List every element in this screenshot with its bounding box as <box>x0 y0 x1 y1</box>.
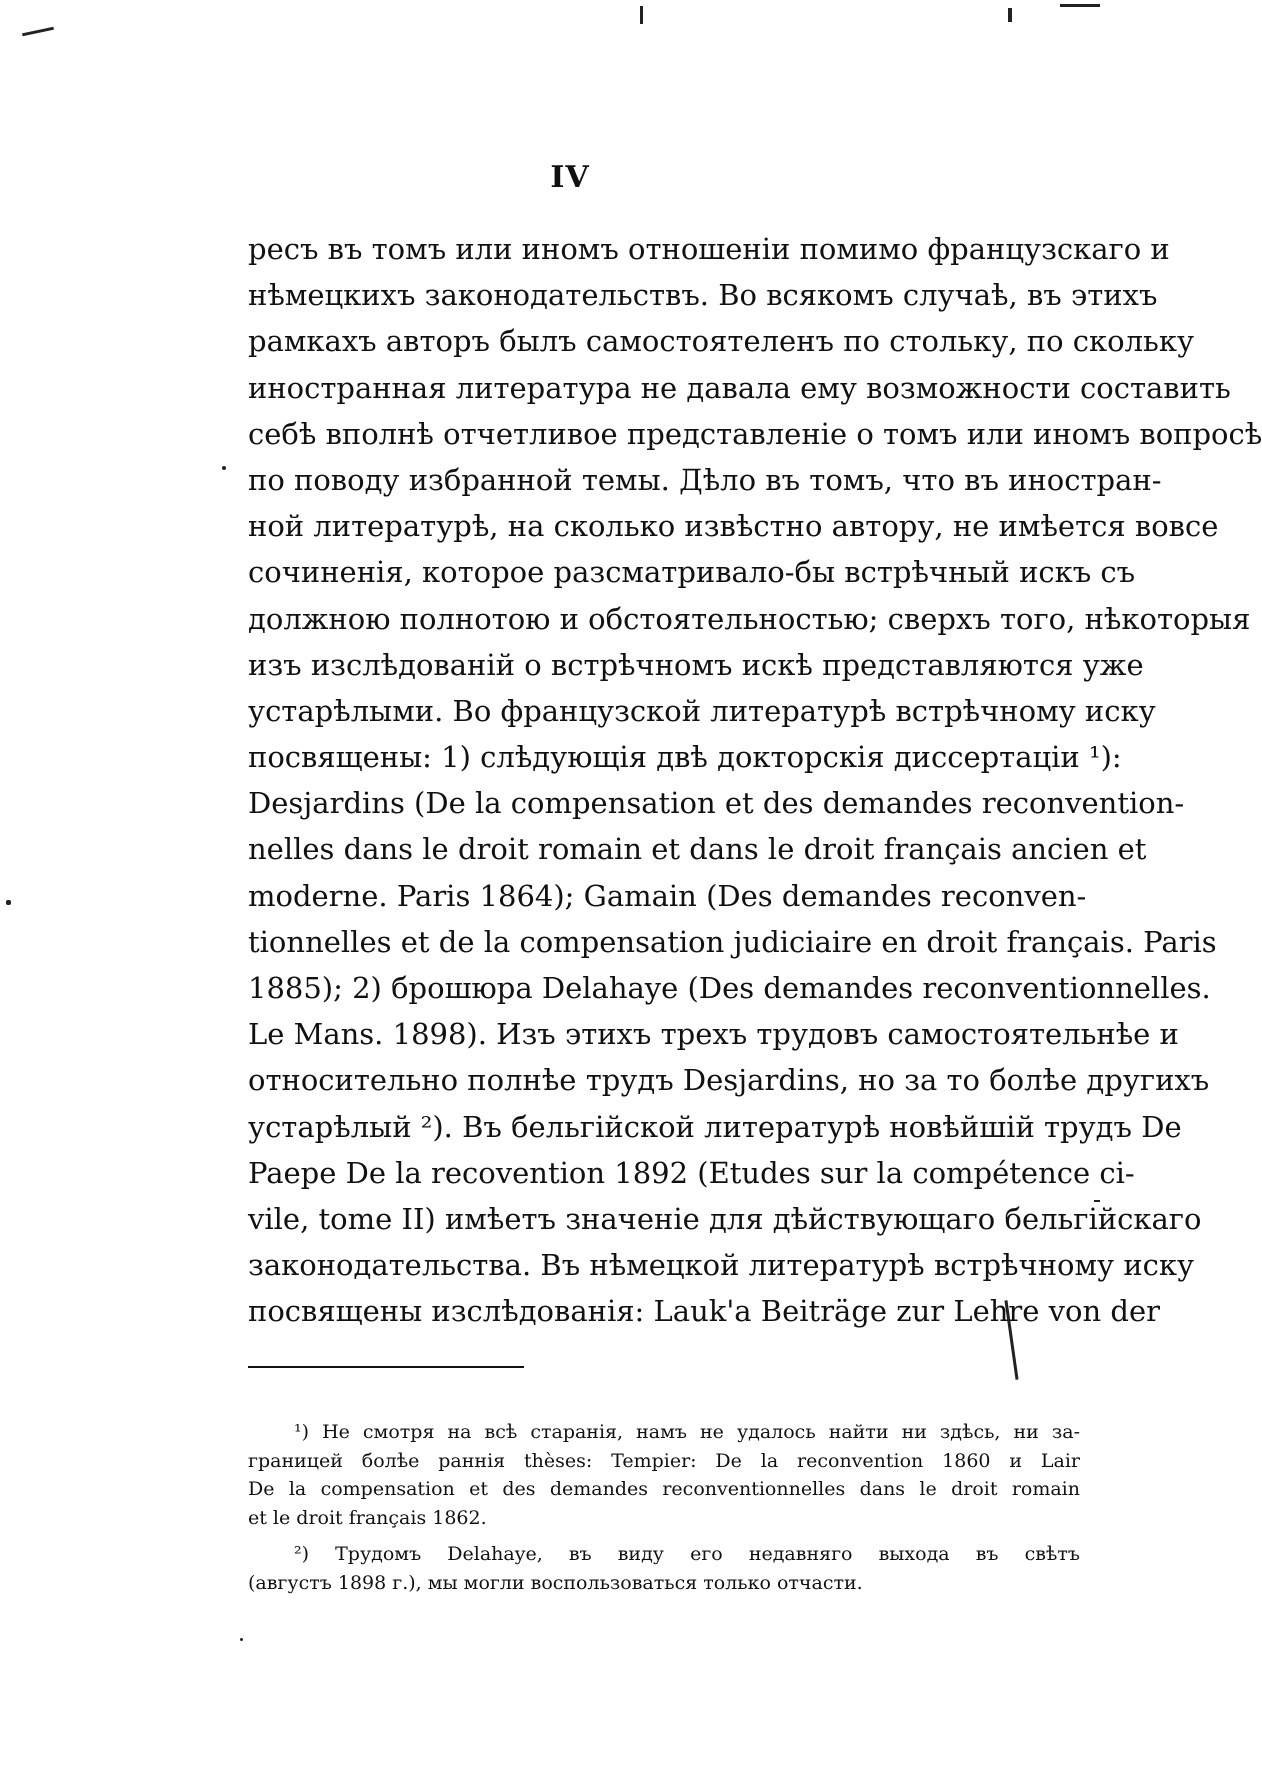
scan-mark <box>1008 8 1012 22</box>
text-line: nelles dans le droit romain et dans le droit français ancien et <box>248 832 1147 867</box>
scan-mark <box>222 466 226 470</box>
text-line: сочиненія, которое разсматривало-бы встрѣчный искъ съ <box>248 555 1136 590</box>
footnote-line: ²) Трудомъ Delahaye, въ виду его недавняго выхода въ свѣтъ <box>294 1543 1080 1565</box>
page-number: IV <box>550 160 590 195</box>
text-line: 1885); 2) брошюра Delahaye (Des demandes reconventionnelles. <box>248 971 1211 1005</box>
text-line: vile, tome II) имѣетъ значеніе для дѣйствующаго бельгійскаго <box>248 1201 1202 1236</box>
footnote-1 <box>248 1418 1080 1532</box>
text-line: ресъ въ томъ или иномъ отношеніи помимо французскаго и <box>248 232 1170 266</box>
text-line: устарѣлыми. Во французской литературѣ встрѣчному иску <box>248 693 1156 728</box>
text-line: moderne. Paris 1864); Gamain (Des demandes reconven- <box>248 878 1087 913</box>
footnote-line: et le droit français 1862. <box>248 1506 487 1529</box>
footnote-line: границей болѣе раннія thèses: Tempier: De la reconvention 1860 и Lair <box>248 1449 1080 1472</box>
footnote-line: (августъ 1898 г.), мы могли воспользоваться только отчасти. <box>248 1571 863 1594</box>
scan-mark <box>22 27 54 37</box>
text-line: рамкахъ авторъ былъ самостоятеленъ по стольку, по скольку <box>248 324 1195 359</box>
text-line: иностранная литература не давала ему возможности составить <box>248 370 1231 405</box>
text-line: себѣ вполнѣ отчетливое представленіе о томъ или иномъ вопросѣ <box>248 416 1262 451</box>
text-line: Desjardins (De la compensation et des demandes reconvention- <box>248 786 1185 821</box>
footnote-spacer <box>248 1532 1080 1540</box>
text-line: изъ изслѣдованій о встрѣчномъ искѣ представляются уже <box>248 647 1144 682</box>
scan-mark <box>1060 4 1100 7</box>
text-line: по поводу избранной темы. Дѣло въ томъ, что въ иностран- <box>248 462 1162 497</box>
text-line: законодательства. Въ нѣмецкой литературѣ встрѣчному иску <box>248 1248 1195 1283</box>
scan-mark <box>240 1638 243 1641</box>
text-line: относительно полнѣе трудъ Desjardins, но за то болѣе другихъ <box>248 1063 1210 1098</box>
footnote-line: ¹) Не смотря на всѣ старанія, намъ не удалось найти ни здѣсь, ни за- <box>294 1421 1080 1443</box>
scan-mark <box>6 900 11 905</box>
footnotes <box>248 1418 1080 1597</box>
scan-mark <box>640 6 643 24</box>
main-text <box>248 226 1262 1335</box>
text-line: должною полнотою и обстоятельностью; сверхъ того, нѣкоторыя <box>248 601 1251 636</box>
text-line: посвящены: 1) слѣдующія двѣ докторскія диссертаціи ¹): <box>248 740 1122 775</box>
text-line: устарѣлый ²). Въ бельгійской литературѣ новѣйшій трудъ De <box>248 1109 1182 1144</box>
footnote-line: De la compensation et des demandes reconventionnelles dans le droit romain <box>248 1478 1080 1500</box>
text-line: tionnelles et de la compensation judiciaire en droit français. Paris <box>248 924 1217 959</box>
text-line: Paepe De la recovention 1892 (Etudes sur la compétence ci- <box>248 1155 1135 1190</box>
text-line: посвящены изслѣдованія: Lauk'a Beiträge zur Lehre von der <box>248 1294 1160 1329</box>
text-line: ной литературѣ, на сколько извѣстно автору, не имѣется вовсе <box>248 509 1219 544</box>
footnote-2 <box>248 1540 1080 1597</box>
text-line: Le Mans. 1898). Изъ этихъ трехъ трудовъ самостоятельнѣе и <box>248 1017 1179 1052</box>
text-line: нѣмецкихъ законодательствъ. Во всякомъ случаѣ, въ этихъ <box>248 278 1158 313</box>
footnote-divider <box>248 1366 524 1368</box>
